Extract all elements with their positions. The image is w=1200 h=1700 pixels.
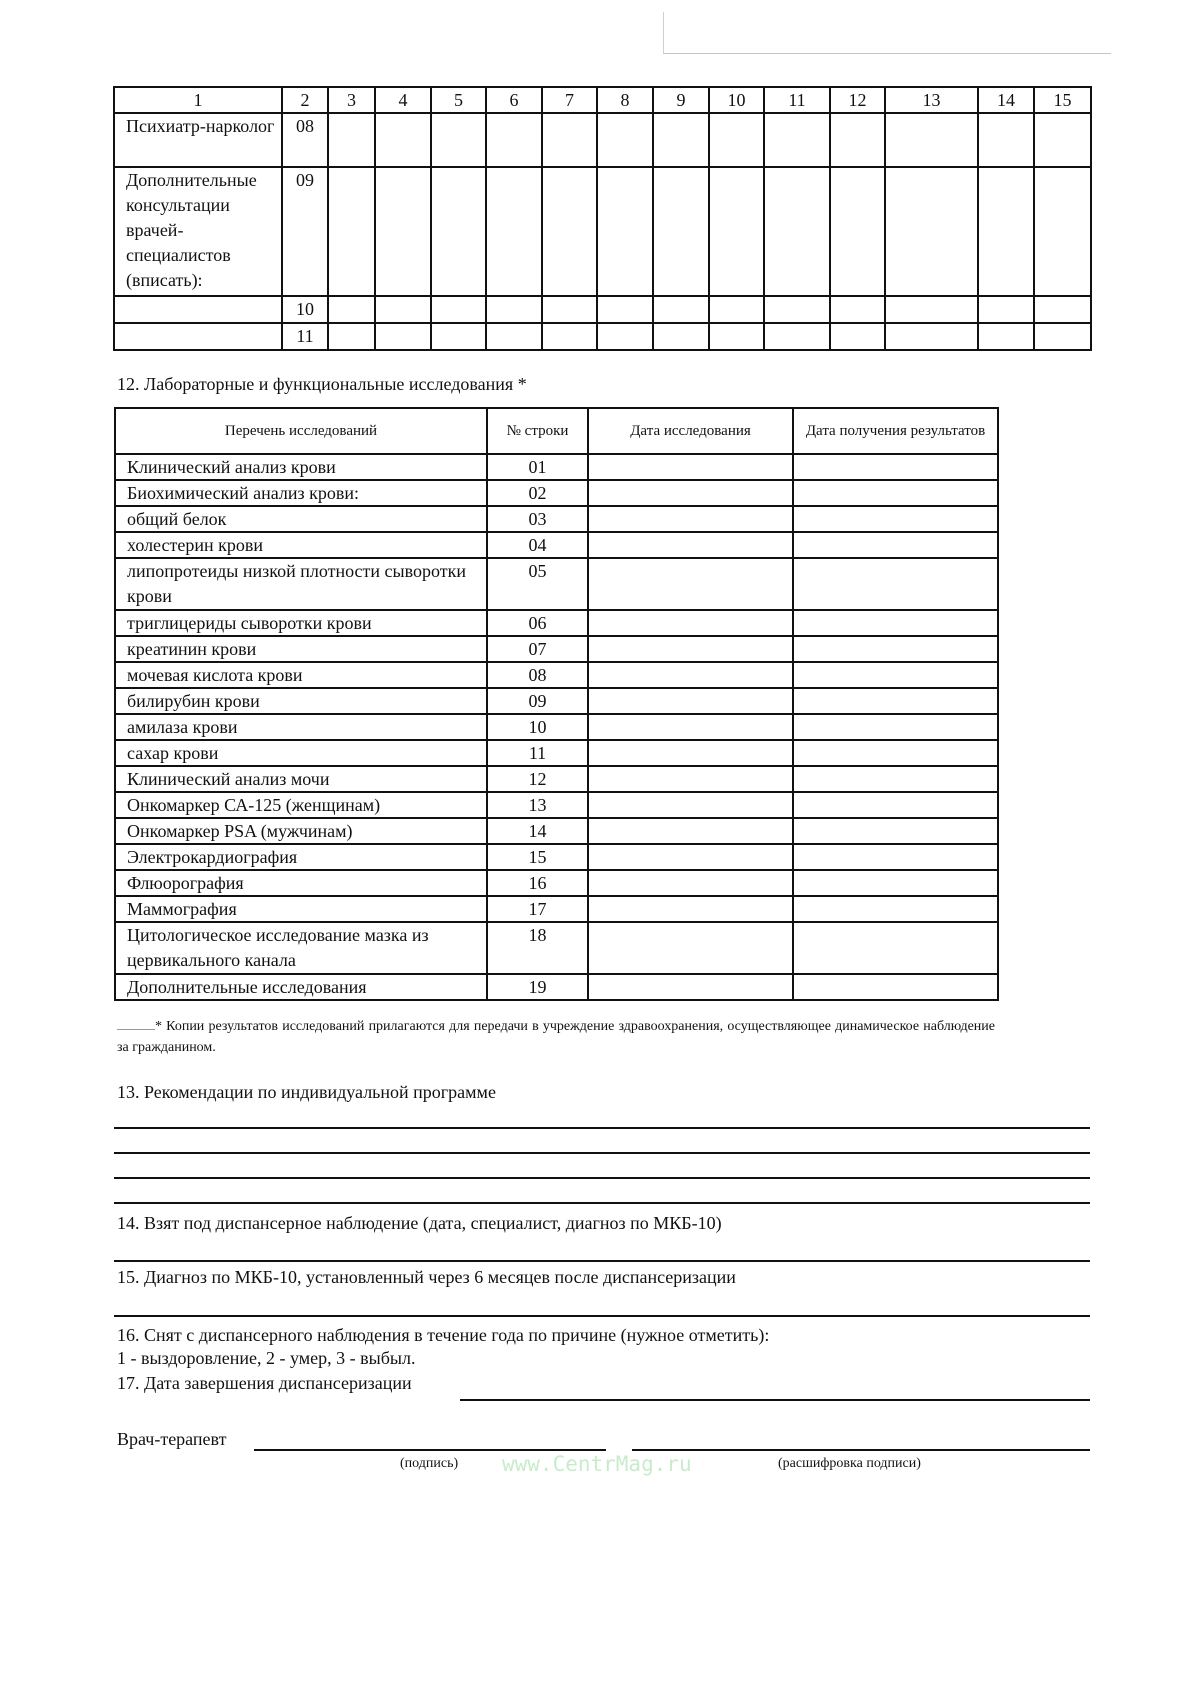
entry-cell[interactable] xyxy=(885,113,978,167)
table-row xyxy=(114,113,1091,167)
entry-cell[interactable] xyxy=(709,167,764,296)
column-header: 9 xyxy=(653,87,709,113)
test-name: Клинический анализ крови xyxy=(115,454,487,480)
test-date-cell[interactable] xyxy=(588,974,793,1000)
column-header: 4 xyxy=(375,87,431,113)
table-row xyxy=(115,792,998,818)
entry-cell[interactable] xyxy=(709,296,764,323)
entry-cell[interactable] xyxy=(597,113,653,167)
test-date-cell[interactable] xyxy=(588,766,793,792)
section-15-line[interactable] xyxy=(114,1315,1090,1317)
table-row xyxy=(115,870,998,896)
row-code: 08 xyxy=(487,662,588,688)
test-date-cell[interactable] xyxy=(588,792,793,818)
row-code: 14 xyxy=(487,818,588,844)
result-date-cell[interactable] xyxy=(793,844,998,870)
row-code: 05 xyxy=(487,558,588,610)
row-code: 02 xyxy=(487,480,588,506)
column-header: 1 xyxy=(114,87,282,113)
table-row xyxy=(115,740,998,766)
row-code: 07 xyxy=(487,636,588,662)
test-name: креатинин крови xyxy=(115,636,487,662)
section-17-title: 17. Дата завершения диспансеризации xyxy=(117,1373,412,1393)
table-row xyxy=(115,454,998,480)
column-header: 11 xyxy=(764,87,830,113)
entry-cell[interactable] xyxy=(486,323,542,350)
entry-cell[interactable] xyxy=(431,167,486,296)
result-date-cell[interactable] xyxy=(793,662,998,688)
test-date-cell[interactable] xyxy=(588,636,793,662)
column-header: 10 xyxy=(709,87,764,113)
entry-cell[interactable] xyxy=(653,323,709,350)
table-row xyxy=(114,167,1091,296)
row-code: 18 xyxy=(487,922,588,974)
column-header: 13 xyxy=(885,87,978,113)
specialist-name: Дополнительные консультации врачей-специалистов (вписать): xyxy=(114,167,282,296)
signature-name-line[interactable] xyxy=(632,1449,1090,1451)
entry-cell[interactable] xyxy=(978,323,1034,350)
result-date-cell[interactable] xyxy=(793,454,998,480)
signature-name-caption: (расшифровка подписи) xyxy=(778,1456,921,1471)
entry-cell[interactable] xyxy=(653,296,709,323)
table-row xyxy=(115,532,998,558)
entry-cell[interactable] xyxy=(830,167,885,296)
result-date-cell[interactable] xyxy=(793,532,998,558)
row-code: 03 xyxy=(487,506,588,532)
entry-cell[interactable] xyxy=(978,167,1034,296)
entry-cell[interactable] xyxy=(764,167,830,296)
table-row xyxy=(115,714,998,740)
completion-date-line[interactable] xyxy=(460,1399,1090,1401)
row-code: 17 xyxy=(487,896,588,922)
test-name: Онкомаркер СА-125 (женщинам) xyxy=(115,792,487,818)
result-date-cell[interactable] xyxy=(793,766,998,792)
row-code: 08 xyxy=(282,113,328,167)
result-date-cell[interactable] xyxy=(793,922,998,974)
entry-cell[interactable] xyxy=(597,167,653,296)
table-row xyxy=(115,506,998,532)
test-name: Клинический анализ мочи xyxy=(115,766,487,792)
test-date-cell[interactable] xyxy=(588,506,793,532)
test-name: липопротеиды низкой плотности сыворотки крови xyxy=(115,558,487,610)
specialist-name: Психиатр-нарколог xyxy=(114,113,282,167)
entry-cell[interactable] xyxy=(1034,296,1091,323)
test-name: Маммография xyxy=(115,896,487,922)
test-name: сахар крови xyxy=(115,740,487,766)
entry-cell[interactable] xyxy=(830,296,885,323)
result-date-cell[interactable] xyxy=(793,506,998,532)
row-code: 01 xyxy=(487,454,588,480)
result-date-cell[interactable] xyxy=(793,480,998,506)
footnote-text: * Копии результатов исследований прилагаются для передачи в учреждение здравоохранения, осуществляющее динамическое наблюдение за гражданином. xyxy=(117,1019,995,1055)
test-name: Дополнительные исследования xyxy=(115,974,487,1000)
row-code: 09 xyxy=(487,688,588,714)
entry-cell[interactable] xyxy=(709,113,764,167)
test-name: Электрокардиография xyxy=(115,844,487,870)
entry-cell[interactable] xyxy=(978,113,1034,167)
entry-cell[interactable] xyxy=(830,323,885,350)
table-row xyxy=(115,818,998,844)
table-row xyxy=(115,662,998,688)
result-date-cell[interactable] xyxy=(793,610,998,636)
row-code: 09 xyxy=(282,167,328,296)
entry-cell[interactable] xyxy=(764,296,830,323)
entry-cell[interactable] xyxy=(1034,113,1091,167)
test-date-cell[interactable] xyxy=(588,870,793,896)
table-row xyxy=(115,688,998,714)
row-code: 10 xyxy=(487,714,588,740)
row-code: 16 xyxy=(487,870,588,896)
row-code: 15 xyxy=(487,844,588,870)
entry-cell[interactable] xyxy=(542,323,597,350)
entry-cell[interactable] xyxy=(709,323,764,350)
result-date-cell[interactable] xyxy=(793,688,998,714)
entry-cell[interactable] xyxy=(486,296,542,323)
test-name: Онкомаркер PSA (мужчинам) xyxy=(115,818,487,844)
entry-cell[interactable] xyxy=(978,296,1034,323)
test-date-cell[interactable] xyxy=(588,844,793,870)
lab-table-header xyxy=(115,408,998,454)
row-code: 10 xyxy=(282,296,328,323)
test-date-cell[interactable] xyxy=(588,714,793,740)
test-date-cell[interactable] xyxy=(588,688,793,714)
entry-cell[interactable] xyxy=(328,323,375,350)
entry-cell[interactable] xyxy=(486,113,542,167)
column-header: 8 xyxy=(597,87,653,113)
row-code: 04 xyxy=(487,532,588,558)
column-header: 15 xyxy=(1034,87,1091,113)
entry-cell[interactable] xyxy=(542,113,597,167)
entry-cell[interactable] xyxy=(375,323,431,350)
result-date-cell[interactable] xyxy=(793,714,998,740)
test-date-cell[interactable] xyxy=(588,454,793,480)
recommendation-line-1[interactable] xyxy=(114,1127,1090,1129)
section-16-title: 16. Снят с диспансерного наблюдения в течение года по причине (нужное отметить): xyxy=(117,1325,770,1345)
section-15-title: 15. Диагноз по МКБ-10, установленный через 6 месяцев после диспансеризации xyxy=(117,1267,736,1287)
entry-cell[interactable] xyxy=(542,167,597,296)
test-name: триглицериды сыворотки крови xyxy=(115,610,487,636)
test-date-cell[interactable] xyxy=(588,480,793,506)
header-result-date: Дата получения результатов xyxy=(793,408,998,454)
column-header: 14 xyxy=(978,87,1034,113)
section-14-line[interactable] xyxy=(114,1260,1090,1262)
entry-cell[interactable] xyxy=(653,113,709,167)
specialist-name-input[interactable] xyxy=(114,296,282,323)
result-date-cell[interactable] xyxy=(793,974,998,1000)
entry-cell[interactable] xyxy=(542,296,597,323)
entry-cell[interactable] xyxy=(597,296,653,323)
table-row xyxy=(115,766,998,792)
row-code: 11 xyxy=(282,323,328,350)
result-date-cell[interactable] xyxy=(793,558,998,610)
table-row xyxy=(115,896,998,922)
table-row xyxy=(115,610,998,636)
section-13-title: 13. Рекомендации по индивидуальной программе xyxy=(117,1082,496,1102)
entry-cell[interactable] xyxy=(653,167,709,296)
entry-cell[interactable] xyxy=(885,296,978,323)
table-row xyxy=(115,558,998,610)
recommendation-line-3[interactable] xyxy=(114,1177,1090,1179)
entry-cell[interactable] xyxy=(431,296,486,323)
signature-line[interactable] xyxy=(254,1449,606,1451)
test-name: холестерин крови xyxy=(115,532,487,558)
table-row xyxy=(115,922,998,974)
test-name: Цитологическое исследование мазка из цервикального канала xyxy=(115,922,487,974)
test-date-cell[interactable] xyxy=(588,610,793,636)
footnote-underline xyxy=(117,1017,155,1030)
recommendation-line-4[interactable] xyxy=(114,1202,1090,1204)
entry-cell[interactable] xyxy=(375,113,431,167)
footnote xyxy=(117,1016,995,1058)
result-date-cell[interactable] xyxy=(793,870,998,896)
header-row-no: № строки xyxy=(487,408,588,454)
result-date-cell[interactable] xyxy=(793,792,998,818)
row-code: 06 xyxy=(487,610,588,636)
result-date-cell[interactable] xyxy=(793,636,998,662)
entry-cell[interactable] xyxy=(1034,323,1091,350)
entry-cell[interactable] xyxy=(597,323,653,350)
result-date-cell[interactable] xyxy=(793,818,998,844)
test-date-cell[interactable] xyxy=(588,922,793,974)
test-name: билирубин крови xyxy=(115,688,487,714)
table-row xyxy=(115,844,998,870)
column-header: 6 xyxy=(486,87,542,113)
signature-role: Врач-терапевт xyxy=(117,1429,227,1449)
entry-cell[interactable] xyxy=(764,113,830,167)
consultations-table xyxy=(113,86,1092,351)
header-corner-box xyxy=(663,12,1111,54)
recommendation-line-2[interactable] xyxy=(114,1152,1090,1154)
column-header: 3 xyxy=(328,87,375,113)
entry-cell[interactable] xyxy=(764,323,830,350)
entry-cell[interactable] xyxy=(375,296,431,323)
table-row xyxy=(115,480,998,506)
column-header: 7 xyxy=(542,87,597,113)
column-header: 5 xyxy=(431,87,486,113)
signature-caption: (подпись) xyxy=(400,1456,459,1471)
table-row xyxy=(114,323,1091,350)
test-date-cell[interactable] xyxy=(588,740,793,766)
test-name: общий белок xyxy=(115,506,487,532)
header-date: Дата исследования xyxy=(588,408,793,454)
column-header: 12 xyxy=(830,87,885,113)
row-code: 19 xyxy=(487,974,588,1000)
entry-cell[interactable] xyxy=(328,296,375,323)
test-date-cell[interactable] xyxy=(588,662,793,688)
entry-cell[interactable] xyxy=(328,167,375,296)
row-code: 12 xyxy=(487,766,588,792)
test-name: мочевая кислота крови xyxy=(115,662,487,688)
entry-cell[interactable] xyxy=(328,113,375,167)
result-date-cell[interactable] xyxy=(793,896,998,922)
test-date-cell[interactable] xyxy=(588,532,793,558)
column-header: 2 xyxy=(282,87,328,113)
watermark: www.CentrMag.ru xyxy=(502,1452,692,1476)
table-row xyxy=(115,974,998,1000)
entry-cell[interactable] xyxy=(375,167,431,296)
test-name: амилаза крови xyxy=(115,714,487,740)
entry-cell[interactable] xyxy=(1034,167,1091,296)
section-14-title: 14. Взят под диспансерное наблюдение (дата, специалист, диагноз по МКБ-10) xyxy=(117,1213,722,1233)
result-date-cell[interactable] xyxy=(793,740,998,766)
header-list: Перечень исследований xyxy=(115,408,487,454)
entry-cell[interactable] xyxy=(431,113,486,167)
test-date-cell[interactable] xyxy=(588,558,793,610)
specialist-name-input[interactable] xyxy=(114,323,282,350)
entry-cell[interactable] xyxy=(885,167,978,296)
row-code: 11 xyxy=(487,740,588,766)
row-code: 13 xyxy=(487,792,588,818)
section-16-options: 1 - выздоровление, 2 - умер, 3 - выбыл. xyxy=(117,1348,416,1368)
test-date-cell[interactable] xyxy=(588,818,793,844)
test-name: Флюорография xyxy=(115,870,487,896)
test-date-cell[interactable] xyxy=(588,896,793,922)
table-row xyxy=(114,296,1091,323)
column-numbers-row xyxy=(114,87,1091,113)
entry-cell[interactable] xyxy=(885,323,978,350)
table-row xyxy=(115,636,998,662)
entry-cell[interactable] xyxy=(431,323,486,350)
lab-tests-table xyxy=(114,407,999,1001)
entry-cell[interactable] xyxy=(830,113,885,167)
entry-cell[interactable] xyxy=(486,167,542,296)
test-name: Биохимический анализ крови: xyxy=(115,480,487,506)
section-12-title: 12. Лабораторные и функциональные исследования * xyxy=(117,374,527,394)
